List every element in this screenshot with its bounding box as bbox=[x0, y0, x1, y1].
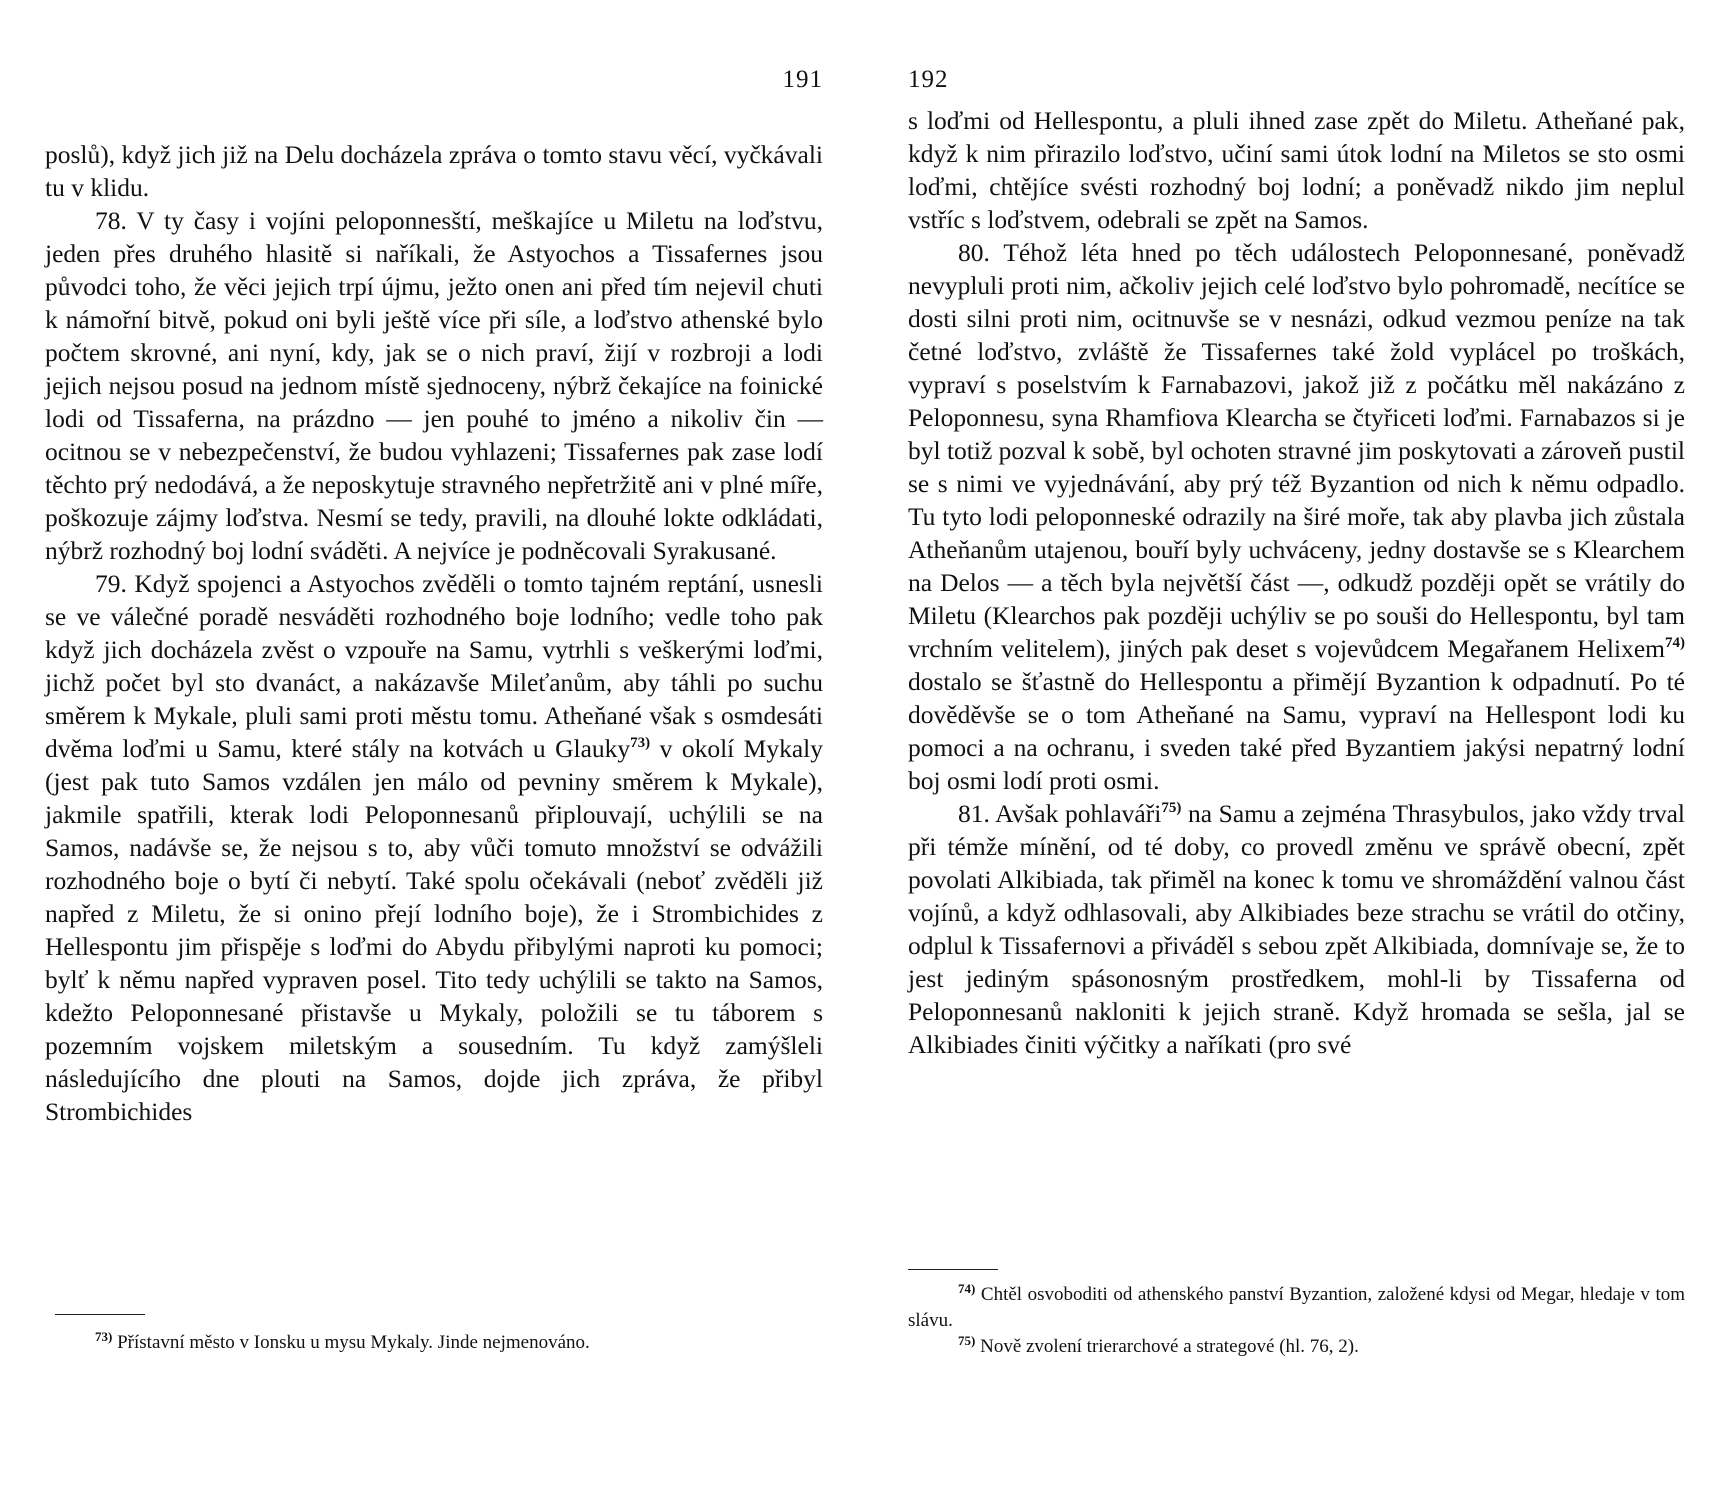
left-page-body bbox=[45, 138, 823, 1128]
paragraph-80 bbox=[908, 236, 1685, 797]
footnote-73 bbox=[45, 1330, 823, 1356]
footnote-ref-73: 73) bbox=[630, 735, 651, 751]
paragraph-79 bbox=[45, 567, 823, 1128]
footnote-divider bbox=[908, 1269, 998, 1270]
footnote-ref-74: 74) bbox=[1665, 635, 1685, 651]
footnote-75 bbox=[908, 1334, 1685, 1360]
paragraph-81-text-a: 81. Avšak pohlaváři bbox=[958, 799, 1162, 828]
footnote-text: Přístavní město v Ionsku u mysu Mykaly. Jinde nejmenováno. bbox=[117, 1332, 590, 1353]
paragraph-continuation: poslů), když jich již na Delu docházela zpráva o tomto stavu věcí, vyčkávali tu v klidu. bbox=[45, 140, 823, 202]
right-page bbox=[908, 0, 1685, 1500]
page-number: 191 bbox=[782, 66, 823, 93]
paragraph-81-text-b: na Samu a zejména Thrasybulos, jako vždy trval při témže mínění, od té doby, co provedl změnu ve správě obecní, zpět povolati Alkibiada, tak přiměl na konec k tomu ve shromáždění valnou část vojínů, a když odhlasovali, aby Alkibiades beze strachu se vrátil do otčiny, odplul k Tissafernovi a přiváděl s sebou zpět Alkibiada, domnívaje se, že to jest jediným spásonosným prostředkem, mohl-li by Tissaferna od Peloponnesanů nakloniti k jejich straně. Když hromada se sešla, jal se Alkibiades činiti výčitky a naříkati (pro své bbox=[908, 799, 1685, 1059]
left-footnotes bbox=[45, 1330, 823, 1356]
paragraph-81 bbox=[908, 797, 1685, 1061]
footnote-ref-75: 75) bbox=[1161, 800, 1182, 816]
right-page-body bbox=[908, 104, 1685, 1061]
paragraph-79-text-b: v okolí Mykaly (jest pak tuto Samos vzdálen jen málo od pevniny směrem k Mykale), jakmile spatřili, kterak lodi Peloponnesanů připlouvají, uchýlili se na Samos, nadávše se, že nejsou s to, aby vůči tomuto množství se odvážili rozhodného boje o bytí či nebytí. Také spolu očekávali (neboť zvěděli již napřed z Miletu, že si onino přejí lodního boje), že i Strombichides z Hellespontu jim přispěje s loďmi do Abydu přibylými naproti ku pomoci; bylť k němu napřed vypraven posel. Tito tedy uchýlili se takto na Samos, kdežto Peloponnesané přistavše u Mykaly, položili se tu táborem s pozemním vojskem miletským a sousedním. Tu když zamýšleli následujícího dne plouti na Samos, dojde jich zpráva, že přibyl Strombichides bbox=[45, 734, 824, 1126]
footnote-text: Nově zvolení trierarchové a strategové (hl. 76, 2). bbox=[980, 1336, 1359, 1357]
footnote-mark: 75) bbox=[958, 1333, 976, 1348]
paragraph-80-text-a: 80. Téhož léta hned po těch událostech Peloponnesané, poněvadž nevypluli proti nim, ačkoliv jejich celé loďstvo bylo pohromadě, necítíce se dosti silni proti nim, ocitnuvše se v nesnázi, odkud vezmou peníze na tak četné loďstvo, zvláště že Tissafernes také žold vyplácel po troškách, vypraví s poselstvím k Farnabazovi, jakož již z počátku měl nakázáno z Peloponnesu, syna Rhamfiova Klearcha se čtyřiceti loďmi. Farnabazos si je byl totiž pozval k sobě, byl ochoten stravné jim poskytovati a zároveň pustil se s nimi ve vyjednávání, aby prý též Byzantion od nich k němu odpadlo. Tu tyto lodi peloponneské odrazily na širé moře, tak aby plavba jich zůstala Atheňanům utajenou, bouří byly uchváceny, jedny dostavše se s Klearchem na Delos — a těch byla největší část —, odkudž později opět se vrátily do Miletu (Klearchos pak později uchýliv se po souši do Hellespontu, byl tam vrchním velitelem), jiných pak deset s vojevůdcem Megařanem Helixem bbox=[908, 238, 1685, 663]
footnote-mark: 73) bbox=[95, 1329, 113, 1344]
left-page bbox=[45, 0, 823, 1500]
page-number: 192 bbox=[908, 66, 949, 93]
paragraph-78: 78. V ty časy i vojíni peloponnesští, meškajíce u Miletu na loďstvu, jeden přes druhého hlasitě si naříkali, že Astyochos a Tissafernes jsou původci toho, že věci jejich trpí újmu, ježto onen ani před tím nejevil chuti k námořní bitvě, pokud oni byli ještě více při síle, a loďstvo athenské bylo počtem skrovné, ani nyní, kdy, jak se o nich praví, žijí v rozbroji a lodi jejich nejsou posud na jednom místě sjednoceny, nýbrž čekajíce na foinické lodi od Tissaferna, na prázdno — jen pouhé to jméno a nikoliv čin — ocitnou se v nebezpečenství, že budou vyhlazeni; Tissafernes pak zase lodí těchto prý nedodává, a že neposkytuje stravného nepřetržitě ani v plné míře, poškozuje zájmy loďstva. Nesmí se tedy, pravili, na dlouhé lokte odkládati, nýbrž rozhodný boj lodní sváděti. A nejvíce je podněcovali Syrakusané. bbox=[45, 206, 823, 565]
right-footnotes bbox=[908, 1282, 1685, 1360]
footnote-text: Chtěl osvoboditi od athenského panství Byzantion, založené kdysi od Megar, hledaje v tom slávu. bbox=[908, 1284, 1686, 1331]
paragraph-80-text-b: dostalo se šťastně do Hellespontu a přimějí Byzantion k odpadnutí. Po té dověděvše se o tom Atheňané na Samu, vypraví na Hellespont lodi ku pomoci a na ochranu, i sveden také před Byzantiem jakýsi nepatrný lodní boj osmi lodí proti osmi. bbox=[908, 667, 1685, 795]
footnote-divider bbox=[55, 1314, 145, 1315]
footnote-74 bbox=[908, 1282, 1685, 1334]
paragraph-79-text-a: 79. Když spojenci a Astyochos zvěděli o tomto tajném reptání, usnesli se ve válečné poradě nesváděti rozhodného boje lodního; vedle toho pak když jich docházela zvěst o vzpouře na Samu, vytrhli s veškerými loďmi, jichž počet byl sto dvanáct, a nakázavše Mileťanům, aby táhli po suchu směrem k Mykale, pluli sami proti městu tomu. Atheňané však s osmdesáti dvěma loďmi u Samu, které stály na kotvách u Glauky bbox=[45, 569, 823, 763]
footnote-mark: 74) bbox=[958, 1281, 976, 1296]
paragraph-continuation: s loďmi od Hellespontu, a pluli ihned zase zpět do Miletu. Atheňané pak, když k nim přirazilo loďstvo, učiní sami útok lodní na Miletos se sto osmi loďmi, chtějíce svésti rozhodný boj lodní; a poněvadž nikdo jim neplul vstříc s loďstvem, odebrali se zpět na Samos. bbox=[908, 106, 1685, 234]
